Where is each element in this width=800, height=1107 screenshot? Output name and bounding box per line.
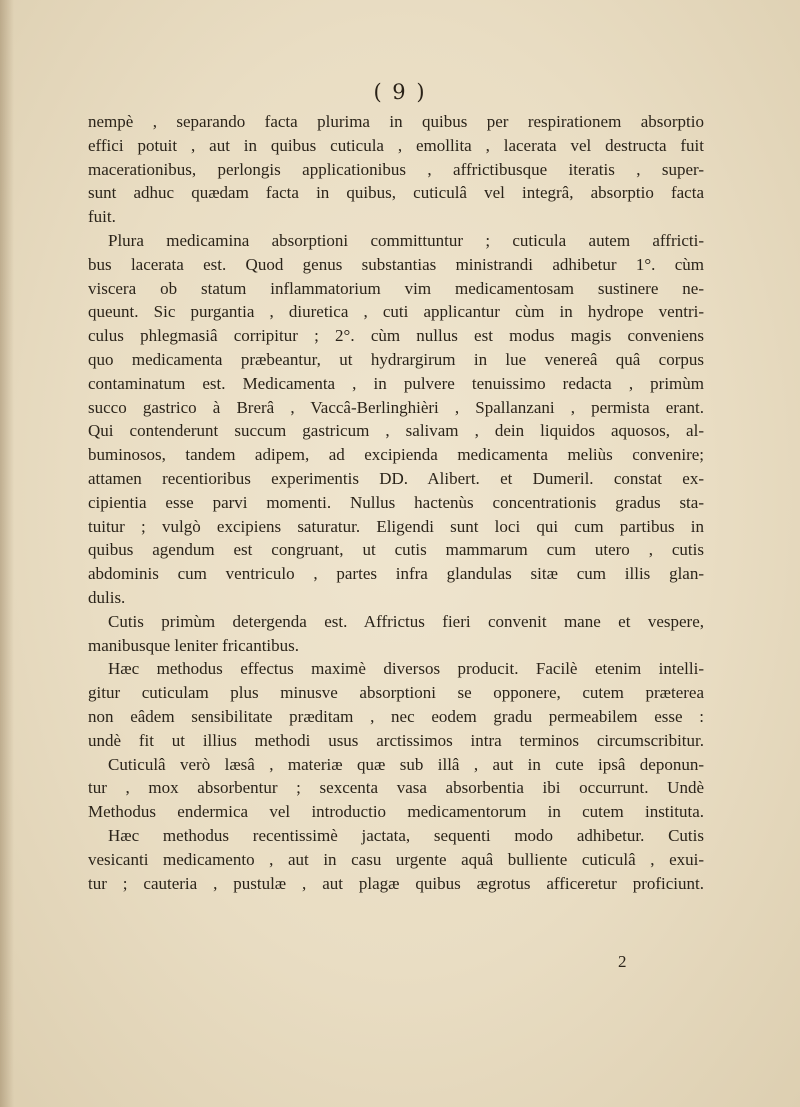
text-line: Cuticulâ verò læsâ , materiæ quæ sub illâ , aut in cute ipsâ deponun- (108, 754, 704, 774)
paragraph (88, 110, 704, 229)
text-line: attamen recentioribus experimentis DD. Alibert. et Dumeril. constat ex- (88, 468, 704, 488)
text-line: succo gastrico à Brerâ , Vaccâ-Berlinghièri , Spallanzani , permista erant. (88, 397, 704, 417)
text-line: dulis. (88, 587, 126, 607)
text-line: bus lacerata est. Quod genus substantias ministrandi adhibetur 1°. cùm (88, 254, 704, 274)
body-text (88, 110, 704, 895)
text-line: fuit. (88, 207, 116, 227)
text-line: viscera ob statum inflammatorium vim medicamentosam sustinere ne- (88, 278, 704, 298)
text-line: quo medicamenta præbeantur, ut hydrargirum in lue venereâ quâ corpus (88, 349, 704, 369)
text-line: undè fit ut illius methodi usus arctissimos intra terminos circumscribitur. (88, 730, 704, 750)
text-line: quibus agendum est congruant, ut cutis mammarum cum utero , cutis (88, 540, 704, 560)
text-line: effici potuit , aut in quibus cuticula , emollita , lacerata vel destructa fuit (88, 135, 704, 155)
text-line: Cutis primùm detergenda est. Affrictus fieri convenit mane et vespere, (108, 611, 704, 631)
text-line: gitur cuticulam plus minusve absorptioni se opponere, cutem præterea (88, 683, 704, 703)
text-line: Methodus endermica vel introductio medicamentorum in cutem instituta. (88, 802, 704, 822)
text-line: cipientia esse parvi momenti. Nullus hactenùs concentrationis gradus sta- (88, 492, 704, 512)
text-line: Plura medicamina absorptioni committuntur ; cuticula autem affricti- (108, 230, 704, 250)
text-line: manibusque leniter fricantibus. (88, 635, 300, 655)
text-line: vesicanti medicamento , aut in casu urgente aquâ bulliente cuticulâ , exui- (88, 849, 704, 869)
paragraph (88, 824, 704, 895)
paragraph (88, 610, 704, 658)
text-line: tur ; cauteria , pustulæ , aut plagæ quibus ægrotus afficeretur proficiunt. (88, 873, 704, 893)
text-line: tur , mox absorbentur ; sexcenta vasa absorbentia ibi occurrunt. Undè (88, 778, 704, 798)
text-line: non eâdem sensibilitate præditam , nec eodem gradu permeabilem esse : (88, 706, 704, 726)
text-line: Qui contenderunt succum gastricum , salivam , dein liquidos aquosos, al- (88, 421, 704, 441)
paragraph (88, 229, 704, 610)
text-line: sunt adhuc quædam facta in quibus, cuticulâ vel integrâ, absorptio facta (88, 183, 704, 203)
text-line: culus phlegmasiâ corripitur ; 2°. cùm nullus est modus magis conveniens (88, 326, 704, 346)
text-line: contaminatum est. Medicamenta , in pulvere tenuissimo redacta , primùm (88, 373, 704, 393)
paragraph (88, 753, 704, 824)
text-line: queunt. Sic purgantia , diuretica , cuti applicantur cùm in hydrope ventri- (88, 302, 704, 322)
text-line: Hæc methodus recentissimè jactata, sequenti modo adhibetur. Cutis (108, 825, 704, 845)
text-line: macerationibus, perlongis applicationibus , affrictibusque iteratis , super- (88, 159, 704, 179)
text-line: buminosos, tandem adipem, ad excipienda medicamenta meliùs convenire; (88, 445, 704, 465)
text-line: tuitur ; vulgò excipiens saturatur. Eligendi sunt loci qui cum partibus in (88, 516, 704, 536)
paragraph (88, 657, 704, 752)
text-line: Hæc methodus effectus maximè diversos producit. Facilè etenim intelli- (108, 659, 704, 679)
signature-mark: 2 (618, 952, 627, 971)
text-line: abdominis cum ventriculo , partes infra glandulas sitæ cum illis glan- (88, 564, 704, 584)
page-number: ( 9 ) (373, 80, 427, 104)
text-line: nempè , separando facta plurima in quibus per respirationem absorptio (88, 112, 704, 131)
